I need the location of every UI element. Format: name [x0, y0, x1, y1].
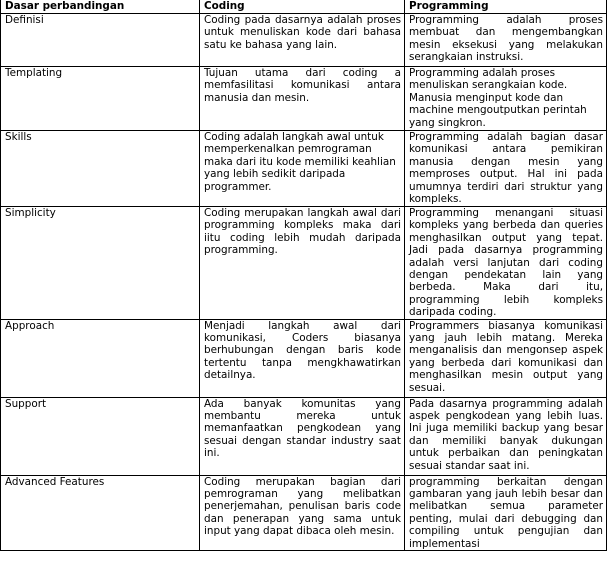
header-basis: Dasar perbandingan: [1, 0, 200, 14]
row-programming: Programmers biasanya komunikasi yang jauh lebih matang. Mereka menganalisis dan mengonsep aspek yang berbeda dari komunikasi dan menghasilkan mesin output yang sesuai.: [405, 319, 607, 397]
row-coding: Tujuan utama dari coding a memfasilitasi komunikasi antara manusia dan mesin.: [200, 67, 405, 131]
row-coding: Coding merupakan langkah awal dari programming kompleks maka dari iitu coding lebih mudah daripada programming.: [200, 207, 405, 320]
row-programming: programming berkaitan dengan gambaran yang jauh lebih besar dan melibatkan semua parameter penting, mulai dari debugging dan compiling untuk pengujian dan implementasi: [405, 475, 607, 550]
row-coding: Coding pada dasarnya adalah proses untuk menuliskan kode dari bahasa satu ke bahasa yang lain.: [200, 14, 405, 67]
row-feature: Templating: [1, 67, 200, 131]
row-feature: Skills: [1, 131, 200, 207]
header-row: [1, 0, 607, 14]
table-row: [1, 14, 607, 67]
row-coding: Coding adalah langkah awal untuk memperkenalkan pemrograman maka dari itu kode memiliki keahlian yang lebih sedikit daripada programmer.: [200, 131, 405, 207]
row-coding: Menjadi langkah awal dari komunikasi, Coders biasanya berhubungan dengan baris kode tertentu tanpa mengkhawatirkan detailnya.: [200, 319, 405, 397]
row-programming: Pada dasarnya programming adalah aspek pengkodean yang lebih luas. Ini juga memiliki backup yang besar dan memiliki banyak dukungan untuk perbaikan dan peningkatan sesuai standar saat ini.: [405, 397, 607, 475]
row-programming: Programming menangani situasi kompleks yang berbeda dan queries menghasilkan output yang tepat. Jadi pada dasarnya programming adalah versi lanjutan dari coding dengan pendekatan lain yang berbeda. Maka dari itu, programming lebih kompleks daripada coding.: [405, 207, 607, 320]
row-feature: Definisi: [1, 14, 200, 67]
row-programming: Programming adalah proses menuliskan serangkaian kode. Manusia menginput kode dan machine mengoutputkan perintah yang singkron.: [405, 67, 607, 131]
row-coding: Ada banyak komunitas yang membantu mereka untuk memanfaatkan pengkodean yang sesuai dengan standar industry saat ini.: [200, 397, 405, 475]
row-coding: Coding merupakan bagian dari pemrograman yang melibatkan penerjemahan, penulisan baris code dan penerapan yang sama untuk input yang dapat dibaca oleh mesin.: [200, 475, 405, 550]
table-row: [1, 319, 607, 397]
table-row: [1, 67, 607, 131]
row-feature: Approach: [1, 319, 200, 397]
row-programming: Programming adalah proses membuat dan mengembangkan mesin eksekusi yang melakukan serangkaian instruksi.: [405, 14, 607, 67]
header-programming: Programming: [405, 0, 607, 14]
table-row: [1, 131, 607, 207]
header-coding: Coding: [200, 0, 405, 14]
table-row: [1, 475, 607, 550]
table-row: [1, 397, 607, 475]
table-row: [1, 207, 607, 320]
row-feature: Simplicity: [1, 207, 200, 320]
row-feature: Support: [1, 397, 200, 475]
row-feature: Advanced Features: [1, 475, 200, 550]
row-programming: Programming adalah bagian dasar komunikasi antara pemikiran manusia dengan mesin yang memproses output. Hal ini pada umumnya terdiri dari struktur yang kompleks.: [405, 131, 607, 207]
